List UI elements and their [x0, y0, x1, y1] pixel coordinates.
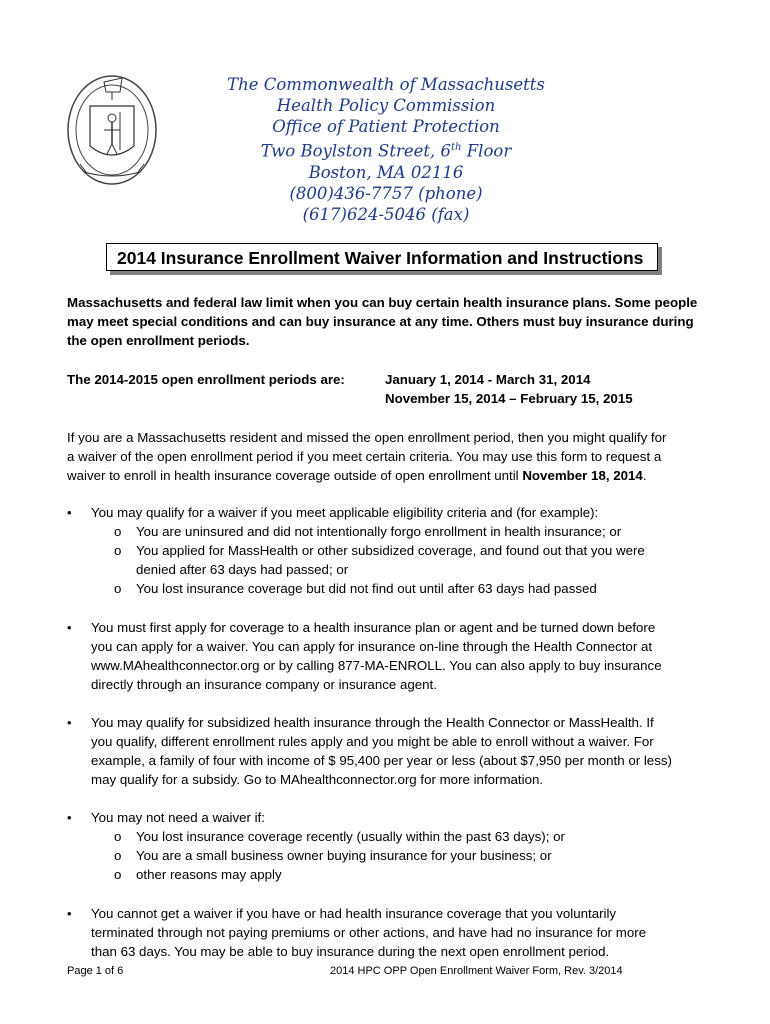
bullet-3-line-4: may qualify for a subsidy. Go to MAhealthconnector.org for more information. [91, 772, 544, 787]
period-1: January 1, 2014 - March 31, 2014 [385, 372, 591, 387]
bullet-4-marker: • [67, 810, 72, 825]
resident-line-1: If you are a Massachusetts resident and missed the open enrollment period, then you might qualify for [67, 430, 667, 445]
bullet-2-line-1: You must first apply for coverage to a health insurance plan or agent and be turned down before [91, 620, 656, 635]
bullet-1-sub-2-marker: o [114, 543, 122, 558]
header-city: Boston, MA 02116 [308, 162, 464, 182]
period-2: November 15, 2014 – February 15, 2015 [385, 391, 633, 406]
bullet-1-sub-1: You are uninsured and did not intentionally forgo enrollment in health insurance; or [136, 524, 622, 539]
bullet-2-line-3: www.MAhealthconnector.org or by calling 877-MA-ENROLL. You can also apply to buy insurance [91, 658, 662, 673]
agency-header [200, 74, 572, 225]
bullet-3-marker: • [67, 715, 72, 730]
bullet-4-sub-1-marker: o [114, 829, 122, 844]
bullet-3-line-2: you qualify, different enrollment rules apply and you might be able to enroll without a waiver. For [91, 734, 654, 749]
bullet-4-sub-2-marker: o [114, 848, 122, 863]
massachusetts-seal-icon [64, 68, 160, 188]
form-revision: 2014 HPC OPP Open Enrollment Waiver Form, Rev. 3/2014 [330, 965, 623, 977]
bullet-1-text: You may qualify for a waiver if you meet applicable eligibility criteria and (for example): [91, 505, 599, 520]
bullet-3-line-1: You may qualify for subsidized health insurance through the Health Connector or MassHealth. If [91, 715, 654, 730]
bullet-5-line-3: than 63 days. You may be able to buy insurance during the next open enrollment period. [91, 944, 610, 959]
bullet-1-sub-1-marker: o [114, 524, 122, 539]
bullet-1-sub-3-marker: o [114, 581, 122, 596]
bullet-4-text: You may not need a waiver if: [91, 810, 265, 825]
periods-label: The 2014-2015 open enrollment periods are: [67, 372, 345, 387]
header-commission: Health Policy Commission [276, 96, 496, 115]
bullet-3-line-3: example, a family of four with income of $ 95,400 per year or less (about $7,950 per month or less) [91, 753, 672, 768]
bullet-5-marker: • [67, 906, 72, 921]
bullet-1-sub-2a: You applied for MassHealth or other subsidized coverage, and found out that you were [136, 543, 645, 558]
bullet-5-line-2: terminated through not paying premiums or other actions, and have had no insurance for more [91, 925, 647, 940]
intro-line-1: Massachusetts and federal law limit when you can buy certain health insurance plans. Some people [67, 295, 698, 310]
header-fax: (617)624-5046 (fax) [302, 204, 470, 224]
bullet-1-sub-2b: denied after 63 days had passed; or [136, 562, 349, 577]
bullet-1-marker: • [67, 505, 72, 520]
bullet-4-sub-2: You are a small business owner buying insurance for your business; or [136, 848, 552, 863]
deadline-date: November 18, 2014 [522, 468, 643, 483]
bullet-1-sub-3: You lost insurance coverage but did not find out until after 63 days had passed [136, 581, 597, 596]
bullet-2-marker: • [67, 620, 72, 635]
document-title: 2014 Insurance Enrollment Waiver Information and Instructions [106, 243, 658, 271]
header-office: Office of Patient Protection [272, 117, 500, 136]
resident-line-2: a waiver of the open enrollment period if you meet certain criteria. You may use this form to request a [67, 449, 662, 464]
bullet-4-sub-3: other reasons may apply [136, 867, 282, 882]
header-phone: (800)436-7757 (phone) [289, 183, 483, 203]
resident-line-3: waiver to enroll in health insurance coverage outside of open enrollment until November 18, 2014. [67, 468, 647, 483]
bullet-2-line-2: you can apply for a waiver. You can apply for insurance on-line through the Health Connector at [91, 639, 653, 654]
bullet-4-sub-3-marker: o [114, 867, 122, 882]
bullet-4-sub-1: You lost insurance coverage recently (usually within the past 63 days); or [136, 829, 565, 844]
header-street: Two Boylston Street, 6th Floor [260, 141, 512, 161]
bullet-5-line-1: You cannot get a waiver if you have or had health insurance coverage that you voluntarily [91, 906, 617, 921]
bullet-2-line-4: directly through an insurance company or insurance agent. [91, 677, 437, 692]
intro-line-2: may meet special conditions and can buy insurance at any time. Others must buy insurance during [67, 314, 694, 329]
intro-line-3: the open enrollment periods. [67, 333, 250, 348]
header-commonwealth: The Commonwealth of Massachusetts [227, 75, 545, 94]
page-number: Page 1 of 6 [67, 965, 124, 977]
